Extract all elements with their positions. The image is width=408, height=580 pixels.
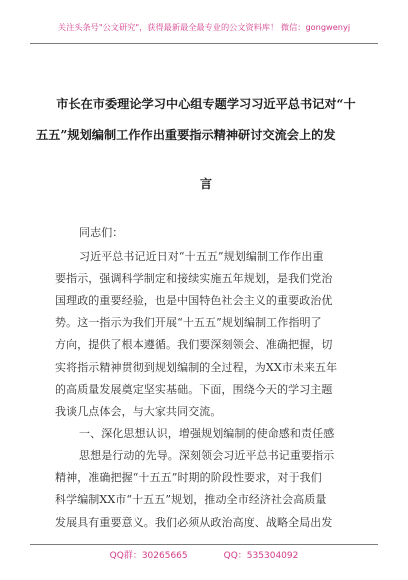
qq-number-text: QQ：535304092 xyxy=(223,551,299,561)
source-banner: 关注头条号"公文研究"，获得最新最全最专业的公文资料库！ 微信：gongwenyj xyxy=(57,22,351,32)
section-heading-1: 一、深化思想认识，增强规划编制的使命感和责任感 xyxy=(79,427,335,440)
body-line-4: 势。这一指示为我们开展“十五五”规划编制工作指明了 xyxy=(55,316,322,329)
footer-divider xyxy=(30,544,378,545)
salutation: 同志们： xyxy=(79,226,124,239)
body-line-13: 发展具有重要意义。我们必须从政治高度、战略全局出发 xyxy=(55,516,333,529)
body-line-7: 的高质量发展奠定坚实基础。下面，围绕今天的学习主题 xyxy=(55,383,333,396)
header-divider xyxy=(30,43,378,44)
footer-contacts xyxy=(0,548,408,561)
document-title-line-1: 市长在市委理论学习中心组专题学习习近平总书记对“十 xyxy=(56,97,356,111)
body-line-6: 实将指示精神贯彻到规划编制的全过程，为XX市未来五年 xyxy=(55,361,338,374)
body-line-5: 方向，提供了根本遵循。我们要深刻领会、准确把握，切 xyxy=(55,338,333,351)
body-line-3: 国理政的重要经验，也是中国特色社会主义的重要政治优 xyxy=(55,294,333,307)
document-title-line-3: 言 xyxy=(199,177,213,191)
body-line-12: 科学编制XX市“十五五”规划，推动全市经济社会高质量 xyxy=(55,493,327,506)
body-line-11: 精神，准确把握“十五五”时期的阶段性要求，对于我们 xyxy=(55,471,322,484)
body-line-1: 习近平总书记近日对“十五五”规划编制工作作出重 xyxy=(79,250,324,263)
body-line-8: 我谈几点体会，与大家共同交流。 xyxy=(55,405,222,418)
qq-group-text: QQ群：30265665 xyxy=(109,551,188,561)
body-line-10: 思想是行动的先导。深刻领会习近平总书记重要指示 xyxy=(79,449,335,462)
body-line-2: 要指示，强调科学制定和接续实施五年规划，是我们党治 xyxy=(55,272,333,285)
document-title-line-2: 五五”规划编制工作作出重要指示精神研讨交流会上的发 xyxy=(36,128,336,142)
